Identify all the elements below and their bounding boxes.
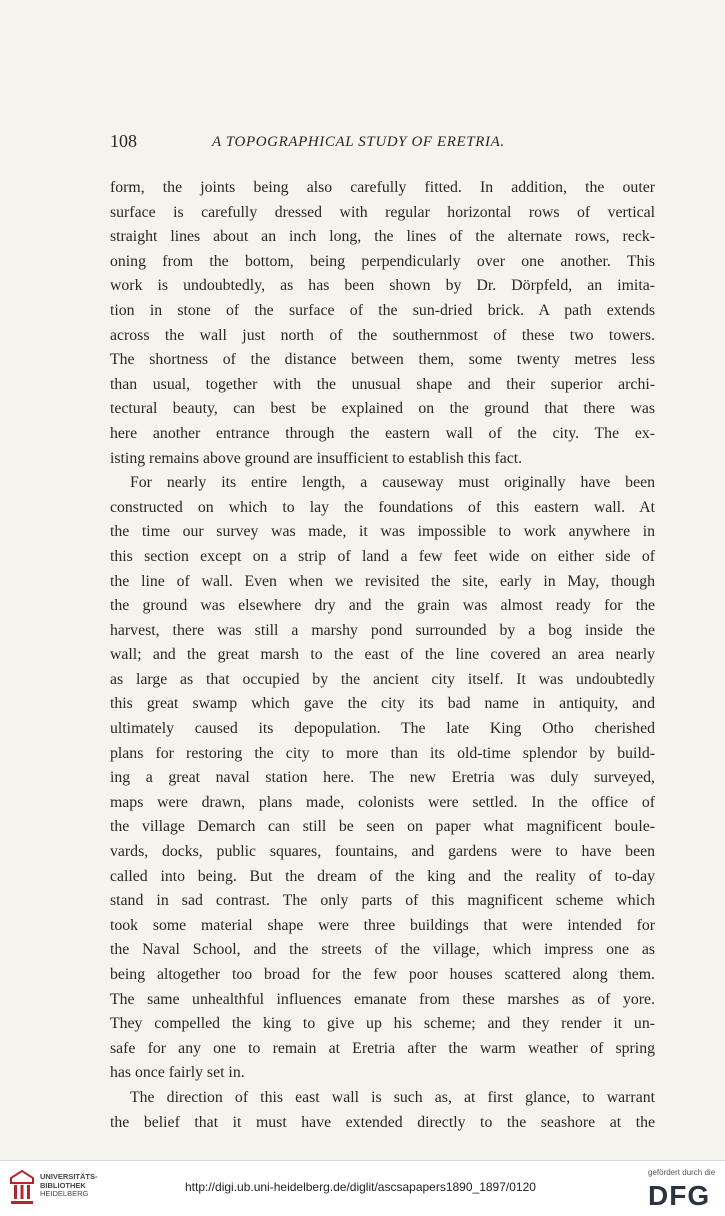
funded-by-label: gefördert durch die — [648, 1168, 716, 1177]
page-number: 108 — [110, 131, 137, 151]
text-line: this great swamp which gave the city its bad name in antiquity, and — [110, 695, 655, 713]
text-line: maps were drawn, plans made, colonists were settled. In the office of — [110, 793, 655, 811]
library-city: HEIDELBERG — [40, 1189, 89, 1198]
text-line: harvest, there was still a marshy pond surrounded by a bog inside the — [110, 621, 655, 639]
university-library-logo-icon[interactable] — [8, 1169, 36, 1207]
text-line: tion in stone of the surface of the sun-dried brick. A path extends — [110, 301, 655, 319]
text-line: surface is carefully dressed with regular horizontal rows of vertical — [110, 203, 655, 221]
text-line: isting remains above ground are insufficient to establish this fact. — [110, 449, 523, 467]
text-line: They compelled the king to give up his scheme; and they render it un- — [110, 1015, 655, 1033]
text-line: as large as that occupied by the ancient city itself. It was undoubtedly — [110, 670, 655, 688]
text-line: stand in sad contrast. The only parts of this magnificent scheme which — [110, 892, 655, 910]
text-line: vards, docks, public squares, fountains, and gardens were to have been — [110, 843, 655, 861]
text-line: here another entrance through the eastern wall of the city. The ex- — [110, 424, 655, 442]
viewer-footer — [0, 1160, 725, 1216]
text-line: than usual, together with the unusual shape and their superior archi- — [110, 375, 655, 393]
text-line: has once fairly set in. — [110, 1064, 245, 1082]
dfg-logo-text: DFG — [648, 1180, 711, 1208]
library-name — [40, 1173, 98, 1199]
text-line: the belief that it must have extended directly to the seashore at the — [110, 1113, 655, 1131]
text-line: the time our survey was made, it was impossible to work anywhere in — [110, 523, 655, 541]
text-line: plans for restoring the city to more than its old-time splendor by build- — [110, 744, 655, 762]
text-line: ultimately caused its depopulation. The late King Otho cherished — [110, 720, 655, 738]
text-line: The shortness of the distance between them, some twenty metres less — [110, 351, 655, 369]
text-line: the line of wall. Even when we revisited the site, early in May, though — [110, 572, 655, 590]
text-line: called into being. But the dream of the king and the reality of to-day — [110, 867, 655, 885]
running-head — [110, 131, 655, 155]
permalink-url[interactable]: http://digi.ub.uni-heidelberg.de/diglit/ascsapapers1890_1897/0120 — [185, 1180, 536, 1194]
text-line: wall; and the great marsh to the east of the line covered an area nearly — [110, 646, 655, 664]
library-name-line: BIBLIOTHEK — [40, 1180, 86, 1190]
body-text — [110, 176, 655, 1135]
text-line: The same unhealthful influences emanate from these marshes as of yore. — [110, 990, 655, 1008]
text-line: being altogether too broad for the few poor houses scattered along them. — [110, 966, 655, 983]
dfg-logo-icon[interactable] — [648, 1180, 714, 1208]
text-line: safe for any one to remain at Eretria after the warm weather of spring — [110, 1039, 655, 1057]
text-line: oning from the bottom, being perpendicularly over one another. This — [110, 252, 655, 270]
text-line: across the wall just north of the southernmost of these two towers. — [110, 326, 655, 344]
text-line: the Naval School, and the streets of the village, which impress one as — [110, 941, 655, 959]
text-line: the village Demarch can still be seen on paper what magnificent boule- — [110, 818, 655, 836]
library-name-line: UNIVERSITÄTS- — [40, 1172, 98, 1181]
text-line: straight lines about an inch long, the lines of the alternate rows, reck- — [110, 228, 655, 246]
text-line: For nearly its entire length, a causeway must originally have been — [130, 474, 655, 492]
text-line: the ground was elsewhere dry and the grain was almost ready for the — [110, 597, 655, 615]
text-line: work is undoubtedly, as has been shown by Dr. Dörpfeld, an imita- — [110, 277, 655, 295]
text-line: constructed on which to lay the foundations of this eastern wall. At — [110, 498, 655, 516]
text-line: The direction of this east wall is such as, at first glance, to warrant — [130, 1088, 655, 1106]
text-line: tectural beauty, can best be explained on the ground that there was — [110, 400, 655, 418]
text-line: form, the joints being also carefully fitted. In addition, the outer — [110, 179, 655, 196]
text-line: took some material shape were three buildings that were intended for — [110, 916, 655, 934]
running-title: A TOPOGRAPHICAL STUDY OF ERETRIA. — [212, 134, 505, 150]
text-line: ing a great naval station here. The new Eretria was duly surveyed, — [110, 769, 655, 787]
text-line: this section except on a strip of land a few feet wide on either side of — [110, 547, 655, 565]
